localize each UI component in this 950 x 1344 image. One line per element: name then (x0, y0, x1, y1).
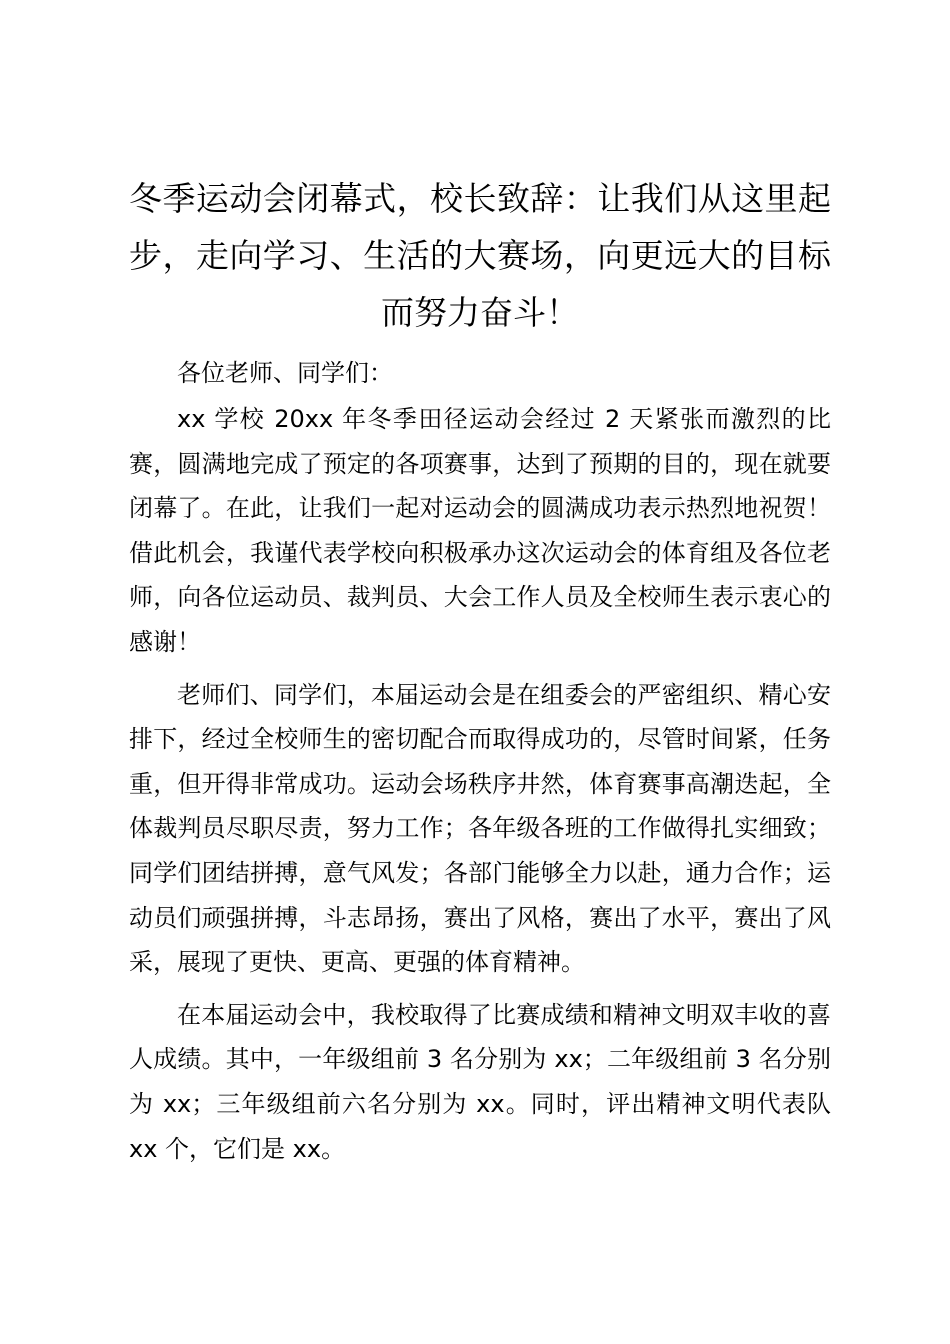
document-page (129, 170, 831, 1171)
paragraph-1: xx 学校 20xx 年冬季田径运动会经过 2 天紧张而激烈的比赛，圆满地完成了预定的各项赛事，达到了预期的目的，现在就要闭幕了。在此，让我们一起对运动会的圆满成功表示热烈地祝贺！借此机会，我谨代表学校向积极承办这次运动会的体育组及各位老师，向各位运动员、裁判员、大会工作人员及全校师生表示衷心的感谢！ (129, 405, 831, 656)
document-title: 冬季运动会闭幕式，校长致辞：让我们从这里起步，走向学习、生活的大赛场，向更远大的目标而努力奋斗！ (129, 179, 831, 332)
paragraph-2: 老师们、同学们，本届运动会是在组委会的严密组织、精心安排下，经过全校师生的密切配合而取得成功的，尽管时间紧，任务重，但开得非常成功。运动会场秩序井然，体育赛事高潮迭起，全体裁判员尽职尽责，努力工作；各年级各班的工作做得扎实细致；同学们团结拼搏，意气风发；各部门能够全力以赴，通力合作；运动员们顽强拼搏，斗志昂扬，赛出了风格，赛出了水平，赛出了风采，展现了更快、更高、更强的体育精神。 (129, 680, 831, 977)
salutation: 各位老师、同学们： (177, 359, 393, 387)
paragraph-3: 在本届运动会中，我校取得了比赛成绩和精神文明双丰收的喜人成绩。其中，一年级组前 3 名分别为 xx；二年级组前 3 名分别为 xx；三年级组前六名分别为 xx。同时，评出精神文明代表队 xx 个，它们是 xx。 (129, 1000, 831, 1163)
